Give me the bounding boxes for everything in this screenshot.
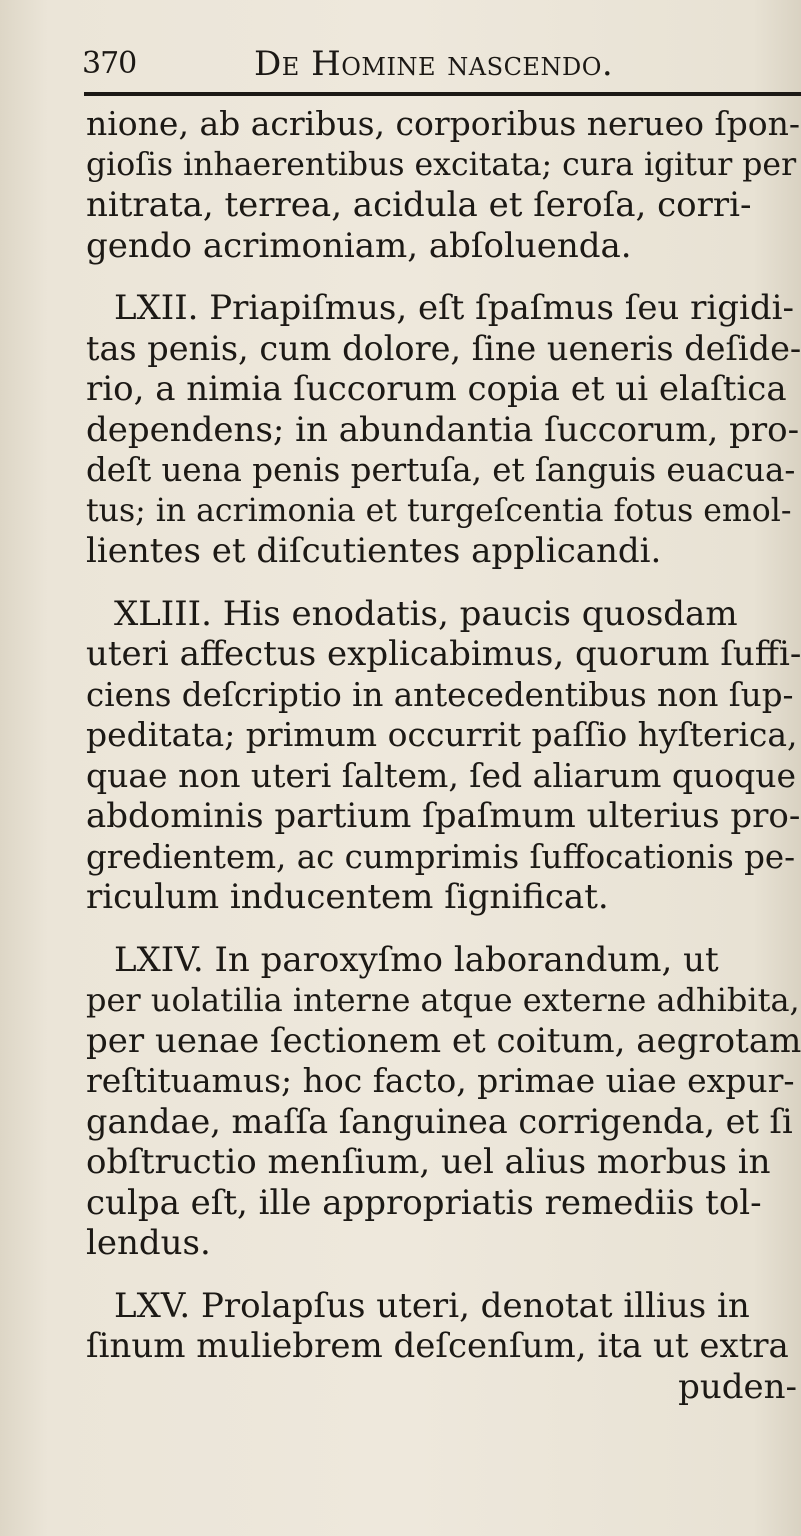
body-text xyxy=(86,104,801,1407)
text-line: peditata; primum occurrit paſſio hyſterica, xyxy=(86,715,798,754)
text-line: ciens deſcriptio in antecedentibus non ſup- xyxy=(86,675,794,714)
text-line: LXII. Priapiſmus, eſt ſpaſmus ſeu rigidi- xyxy=(114,288,795,328)
text-line: deſt uena penis pertuſa, et ſanguis euacua- xyxy=(86,451,796,489)
text-line: gredientem, ac cumprimis ſuffocationis pe- xyxy=(86,837,796,876)
text-line: tus; in acrimonia et turgeſcentia fotus emol- xyxy=(86,492,792,529)
text-line: lendus. xyxy=(86,1223,211,1263)
text-line: quae non uteri ſaltem, ſed aliarum quoque xyxy=(86,755,797,795)
text-line: abdominis partium ſpaſmum ulterius pro- xyxy=(86,796,801,836)
paragraph-lxiv xyxy=(86,940,801,1264)
text-line: lientes et diſcutientes applicandi. xyxy=(86,531,662,571)
paragraph-xliii xyxy=(86,594,801,918)
text-line: nitrata, terrea, acidula et ſeroſa, corri- xyxy=(86,185,752,225)
text-line: obſtructio menſium, uel alius morbus in xyxy=(86,1142,771,1182)
text-line: uteri affectus explicabimus, quorum ſuffi- xyxy=(86,634,801,674)
text-line: culpa eſt, ille appropriatis remediis tol- xyxy=(86,1182,762,1223)
page-header xyxy=(82,40,801,90)
running-title: De Homine nascendo. xyxy=(254,44,614,84)
text-line: gandae, maſſa ſanguinea corrigenda, et ſi xyxy=(86,1101,793,1141)
paragraph-lxv xyxy=(86,1286,801,1367)
text-line: ſinum muliebrem deſcenſum, ita ut extra xyxy=(86,1326,789,1366)
text-line: XLIII. His enodatis, paucis quosdam xyxy=(114,593,738,634)
catchword: puden- xyxy=(678,1366,797,1407)
text-line: gendo acrimoniam, abſoluenda. xyxy=(86,225,632,266)
text-line: gioſis inhaerentibus excitata; cura igitur per xyxy=(86,146,797,183)
text-line: tas penis, cum dolore, ſine ueneris deſide- xyxy=(86,328,801,368)
text-line: per uolatilia interne atque externe adhibita, xyxy=(86,981,800,1019)
text-line: LXIV. In paroxyſmo laborandum, ut xyxy=(114,939,719,980)
text-line: dependens; in abundantia ſuccorum, pro- xyxy=(86,409,800,450)
header-rule xyxy=(84,92,801,96)
page-number: 370 xyxy=(82,46,137,81)
text-line: nione, ab acribus, corporibus nerueo ſpon- xyxy=(86,104,801,143)
text-line: LXV. Prolapſus uteri, denotat illius in xyxy=(114,1285,750,1326)
text-line: reſtituamus; hoc facto, primae uiae expur- xyxy=(86,1061,795,1100)
paragraph-continued xyxy=(86,104,801,266)
text-line: rio, a nimia ſuccorum copia et ui elaſtica xyxy=(86,369,787,409)
text-line: riculum inducentem ſignificat. xyxy=(86,877,609,917)
paragraph-lxii xyxy=(86,288,801,572)
text-line: per uenae ſectionem et coitum, aegrotam xyxy=(86,1020,801,1061)
